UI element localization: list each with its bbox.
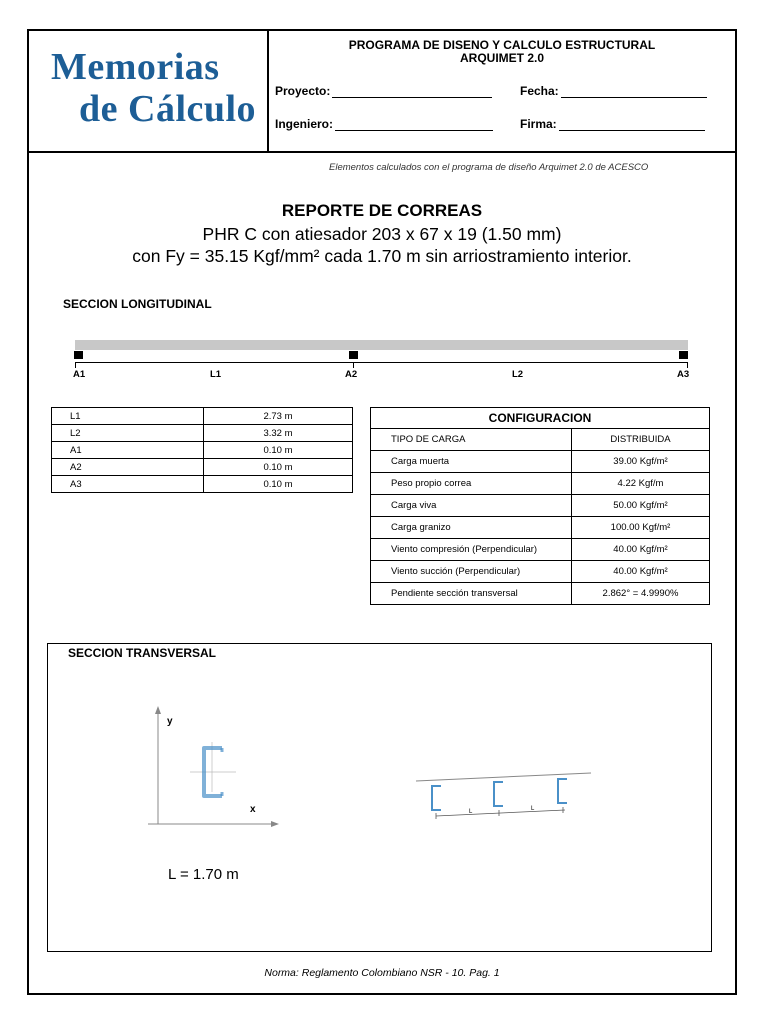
config-label: Pendiente sección transversal (371, 583, 572, 605)
table-row (371, 451, 710, 473)
config-label: Carga muerta (371, 451, 572, 473)
logo (29, 31, 269, 151)
transverse-heading: SECCION TRANSVERSAL (68, 646, 217, 660)
dimension-name: L1 (52, 408, 204, 425)
table-row (371, 429, 710, 451)
fecha-label: Fecha: (520, 84, 559, 98)
proyecto-line (332, 85, 492, 98)
axes-diagram (138, 704, 288, 834)
label-a3: A3 (677, 369, 690, 380)
config-label: TIPO DE CARGA (371, 429, 572, 451)
purlin-layout-diagram (413, 764, 603, 824)
dimension-value: 0.10 m (203, 476, 352, 493)
table-row (52, 425, 353, 442)
label-l2: L2 (512, 369, 524, 380)
table-row (52, 408, 353, 425)
report-subtitle-1: PHR C con atiesador 203 x 67 x 19 (1.50 mm) (202, 224, 562, 244)
config-label: Carga granizo (371, 517, 572, 539)
fecha-field[interactable] (520, 84, 707, 98)
label-l1: L1 (210, 369, 222, 380)
dimension-tick (687, 362, 688, 368)
table-header-row (371, 408, 710, 429)
table-row (371, 495, 710, 517)
table-row (52, 442, 353, 459)
configuration-heading: CONFIGURACION (371, 408, 710, 429)
table-row (52, 459, 353, 476)
program-title (269, 39, 735, 65)
software-credit: Elementos calculados con el programa de diseño Arquimet 2.0 de ACESCO (329, 162, 649, 173)
label-a1: A1 (73, 369, 86, 380)
firma-label: Firma: (520, 117, 557, 131)
dimension-name: A3 (52, 476, 204, 493)
transverse-section-box (47, 643, 712, 952)
report-header (29, 31, 735, 153)
proyecto-field[interactable] (275, 84, 492, 98)
table-row (371, 473, 710, 495)
config-label: Carga viva (371, 495, 572, 517)
dimensions-table (51, 407, 353, 493)
table-row (52, 476, 353, 493)
axis-x-label: x (250, 804, 256, 815)
dimension-name: A1 (52, 442, 204, 459)
label-a2: A2 (345, 369, 358, 380)
dimension-line (75, 362, 688, 363)
dimension-name: L2 (52, 425, 204, 442)
support-a3 (679, 351, 688, 359)
report-subtitle-2: con Fy = 35.15 Kgf/mm² cada 1.70 m sin arriostramiento interior. (132, 246, 632, 266)
dimension-tick (75, 362, 76, 368)
table-row (371, 517, 710, 539)
support-a2 (349, 351, 358, 359)
table-row (371, 583, 710, 605)
config-value: DISTRIBUIDA (572, 429, 710, 451)
table-row (371, 539, 710, 561)
config-value: 2.862° = 4.9990% (572, 583, 710, 605)
axis-y-label: y (167, 716, 173, 727)
config-value: 50.00 Kgf/m² (572, 495, 710, 517)
support-a1 (74, 351, 83, 359)
dimension-value: 0.10 m (203, 459, 352, 476)
program-title-line-1: PROGRAMA DE DISENO Y CALCULO ESTRUCTURAL (348, 38, 656, 52)
config-label: Peso propio correa (371, 473, 572, 495)
report-page (27, 29, 737, 995)
ingeniero-label: Ingeniero: (275, 117, 334, 131)
config-label: Viento compresión (Perpendicular) (371, 539, 572, 561)
program-title-line-2: ARQUIMET 2.0 (459, 51, 544, 65)
config-value: 40.00 Kgf/m² (572, 561, 710, 583)
spacing-label: L (469, 809, 473, 815)
ingeniero-field[interactable] (275, 117, 493, 131)
longitudinal-heading: SECCION LONGITUDINAL (63, 297, 212, 311)
config-value: 40.00 Kgf/m² (572, 539, 710, 561)
firma-line (559, 118, 705, 131)
config-value: 4.22 Kgf/m (572, 473, 710, 495)
dimension-tick (353, 362, 354, 368)
fecha-line (561, 85, 707, 98)
beam (75, 340, 688, 350)
ingeniero-line (335, 118, 493, 131)
page-footer: Norma: Reglamento Colombiano NSR - 10. Pag. 1 (264, 967, 500, 979)
dimension-value: 2.73 m (203, 408, 352, 425)
proyecto-label: Proyecto: (275, 84, 331, 98)
span-label: L = 1.70 m (168, 866, 239, 883)
table-row (371, 561, 710, 583)
firma-field[interactable] (520, 117, 705, 131)
dimension-value: 3.32 m (203, 425, 352, 442)
report-title: REPORTE DE CORREAS (281, 201, 483, 220)
logo-line-1: Memorias (51, 46, 220, 88)
spacing-label: L (531, 806, 535, 812)
logo-line-2: de Cálculo (79, 88, 257, 130)
config-value: 100.00 Kgf/m² (572, 517, 710, 539)
config-label: Viento succión (Perpendicular) (371, 561, 572, 583)
configuration-table (370, 407, 710, 605)
config-value: 39.00 Kgf/m² (572, 451, 710, 473)
dimension-name: A2 (52, 459, 204, 476)
dimension-value: 0.10 m (203, 442, 352, 459)
